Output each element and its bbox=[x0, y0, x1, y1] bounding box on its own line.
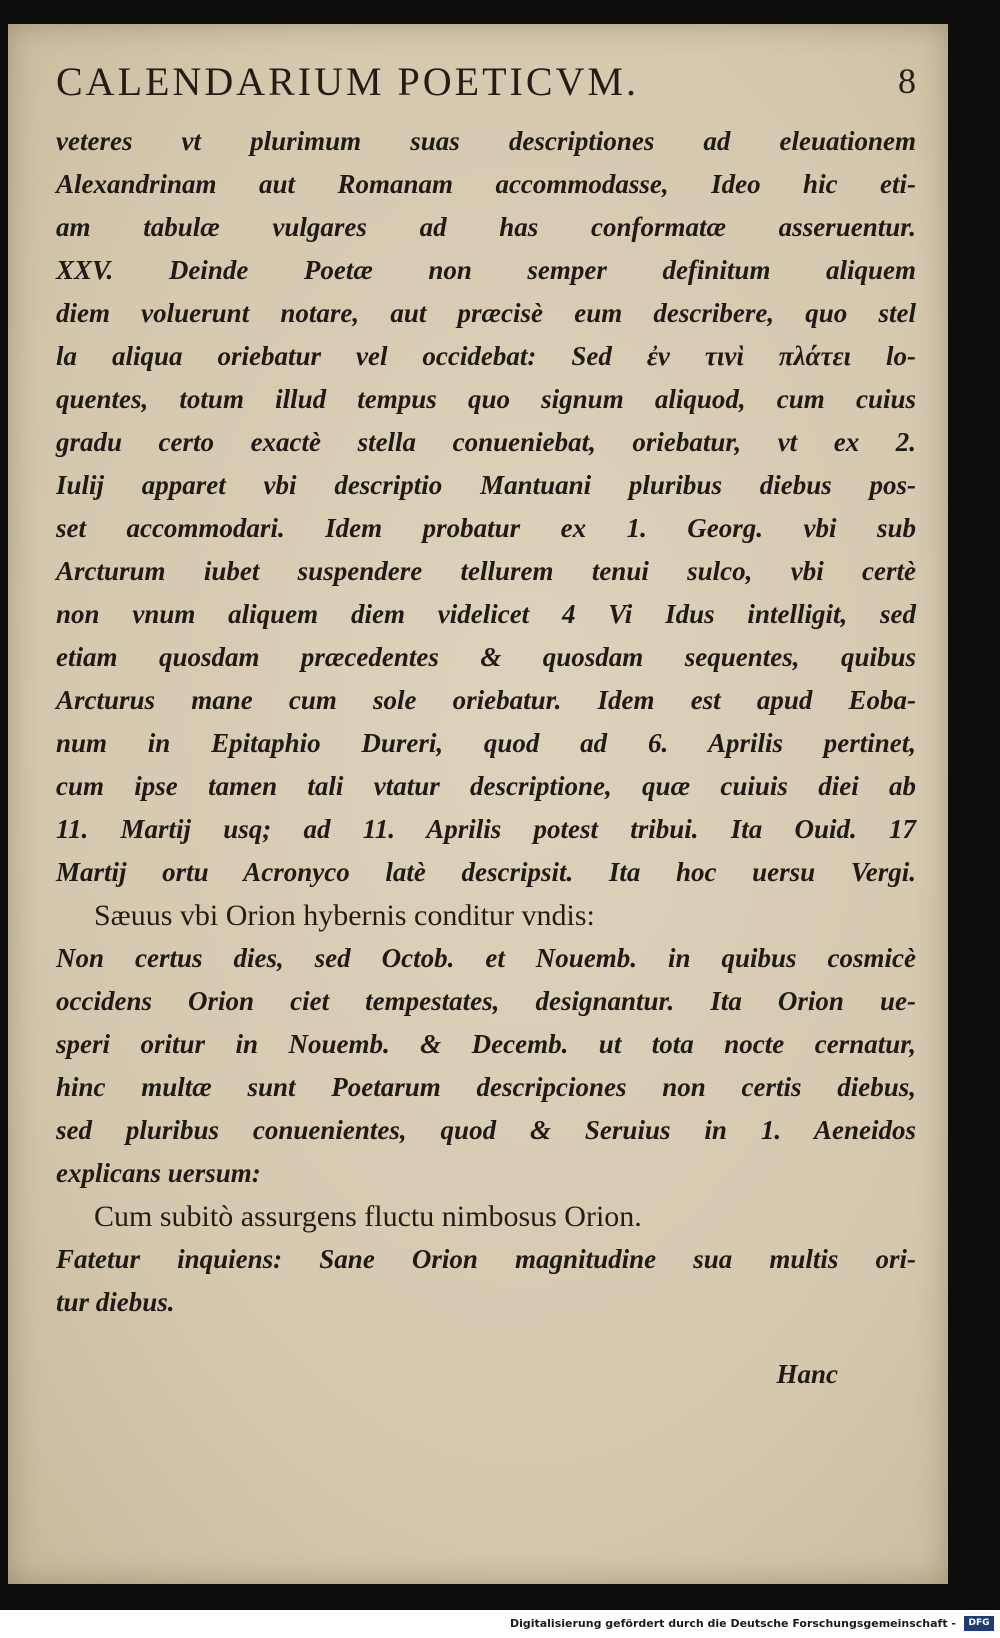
text-line: quentes, totum illud tempus quo signum aliquod, cum cuius bbox=[56, 384, 916, 414]
text-line: num in Epitaphio Dureri, quod ad 6. Aprilis pertinet, bbox=[56, 728, 916, 758]
text-line: hinc multæ sunt Poetarum descripciones non certis diebus, bbox=[56, 1072, 916, 1102]
text-line: veteres vt plurimum suas descriptiones ad eleuationem bbox=[56, 126, 916, 156]
text-line: sed pluribus conuenientes, quod & Seruius in 1. Aeneidos bbox=[56, 1115, 916, 1145]
text-line: la aliqua oriebatur vel occidebat: Sed ἐν τινὶ πλάτει lo- bbox=[56, 341, 916, 371]
verse-quotation: Cum subitò assurgens fluctu nimbosus Orion. bbox=[94, 1200, 642, 1233]
text-line: gradu certo exactè stella conueniebat, oriebatur, vt ex 2. bbox=[56, 427, 916, 457]
text-line: cum ipse tamen tali vtatur descriptione, quæ cuiuis diei ab bbox=[56, 771, 916, 801]
text-line: 11. Martij usq; ad 11. Aprilis potest tribui. Ita Ouid. 17 bbox=[56, 814, 916, 844]
book-page bbox=[8, 24, 948, 1584]
page-header bbox=[56, 50, 916, 110]
section-start-line: XXV. Deinde Poetæ non semper definitum aliquem bbox=[56, 255, 916, 285]
digitization-credit: Digitalisierung gefördert durch die Deutsche Forschungsgemeinschaft - bbox=[509, 1617, 956, 1630]
text-line: tur diebus. bbox=[56, 1287, 175, 1317]
text-line: am tabulæ vulgares ad has conformatæ asseruentur. bbox=[56, 212, 916, 242]
dfg-logo: DFG bbox=[964, 1616, 994, 1631]
text-line: set accommodari. Idem probatur ex 1. Georg. vbi sub bbox=[56, 513, 916, 543]
text-line: etiam quosdam præcedentes & quosdam sequentes, quibus bbox=[56, 642, 916, 672]
text-line: Iulij apparet vbi descriptio Mantuani pluribus diebus pos- bbox=[56, 470, 916, 500]
text-line: Martij ortu Acronyco latè descripsit. Ita hoc uersu Vergi. bbox=[56, 857, 916, 887]
text-line: Arcturum iubet suspendere tellurem tenui sulco, vbi certè bbox=[56, 556, 916, 586]
catchword: Hanc bbox=[776, 1359, 838, 1389]
text-line: Alexandrinam aut Romanam accommodasse, Ideo hic eti- bbox=[56, 169, 916, 199]
text-line: diem voluerunt notare, aut præcisè eum describere, quo stel bbox=[56, 298, 916, 328]
verse-quotation: Sæuus vbi Orion hybernis conditur vndis: bbox=[94, 899, 595, 932]
page-number: 8 bbox=[898, 61, 916, 101]
running-title: CALENDARIUM POETICVM. bbox=[56, 59, 639, 104]
text-line: non vnum aliquem diem videlicet 4 Vi Idus intelligit, sed bbox=[56, 599, 916, 629]
text-line: explicans uersum: bbox=[56, 1158, 261, 1188]
text-line: speri oritur in Nouemb. & Decemb. ut tota nocte cernatur, bbox=[56, 1029, 916, 1059]
text-line: Fatetur inquiens: Sane Orion magnitudine sua multis ori- bbox=[56, 1244, 916, 1274]
page-body bbox=[56, 120, 916, 1324]
text-line: Non certus dies, sed Octob. et Nouemb. in quibus cosmicè bbox=[56, 943, 916, 973]
text-line: occidens Orion ciet tempestates, designantur. Ita Orion ue- bbox=[56, 986, 916, 1016]
text-line: Arcturus mane cum sole oriebatur. Idem est apud Eoba- bbox=[56, 685, 916, 715]
